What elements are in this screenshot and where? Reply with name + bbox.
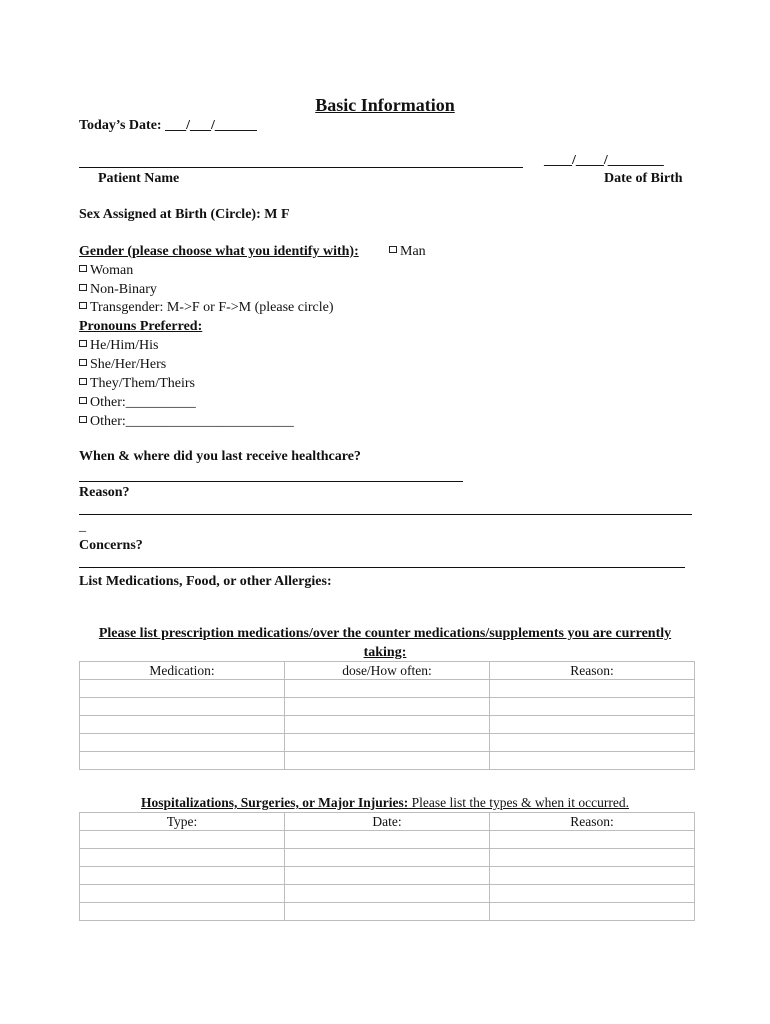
table-cell[interactable]	[80, 752, 285, 770]
table-cell[interactable]	[80, 849, 285, 867]
table-cell[interactable]	[490, 867, 695, 885]
gender-option-label: Transgender: M->F or F->M (please circle)	[90, 300, 334, 315]
table-cell[interactable]	[80, 831, 285, 849]
pronoun-option-label: Other:__________	[90, 395, 196, 410]
table-header-row	[80, 813, 695, 831]
checkbox-icon[interactable]	[79, 359, 87, 366]
column-header: Date:	[285, 813, 490, 831]
column-header: Medication:	[80, 662, 285, 680]
sex-assigned-field[interactable]: Sex Assigned at Birth (Circle): M F	[79, 207, 290, 222]
table-cell[interactable]	[80, 698, 285, 716]
table-row	[80, 831, 695, 849]
hospitalizations-heading	[0, 795, 770, 811]
checkbox-icon[interactable]	[79, 265, 87, 272]
allergies-label: List Medications, Food, or other Allergies:	[79, 574, 332, 589]
hospitalizations-table	[79, 812, 695, 921]
medications-heading: Please list prescription medications/over the counter medications/supplements you are currently	[98, 626, 672, 641]
pronoun-option[interactable]	[79, 414, 294, 430]
medications-table	[79, 661, 695, 770]
column-header: Reason:	[490, 813, 695, 831]
table-cell[interactable]	[80, 680, 285, 698]
checkbox-icon[interactable]	[79, 284, 87, 291]
table-cell[interactable]	[285, 885, 490, 903]
table-cell[interactable]	[80, 885, 285, 903]
table-row	[80, 903, 695, 921]
concerns-label: Concerns?	[79, 538, 143, 553]
table-cell[interactable]	[490, 903, 695, 921]
table-cell[interactable]	[285, 680, 490, 698]
column-header: Reason:	[490, 662, 695, 680]
pronoun-option-label: She/Her/Hers	[90, 357, 167, 372]
table-row	[80, 885, 695, 903]
table-cell[interactable]	[285, 716, 490, 734]
pronoun-option-label: Other:________________________	[90, 414, 294, 429]
table-cell[interactable]	[490, 716, 695, 734]
reason-label: Reason?	[79, 485, 130, 500]
table-row	[80, 752, 695, 770]
table-row	[80, 849, 695, 867]
table-cell[interactable]	[80, 867, 285, 885]
pronoun-option-label: He/Him/His	[90, 338, 159, 353]
checkbox-icon[interactable]	[79, 302, 87, 309]
hospitalizations-heading-bold: Hospitalizations, Surgeries, or Major Injuries:	[140, 795, 409, 810]
concerns-answer-line[interactable]	[79, 567, 685, 568]
table-cell[interactable]	[80, 716, 285, 734]
dob-label: Date of Birth	[604, 171, 683, 186]
pronoun-option[interactable]	[79, 395, 196, 411]
column-header: dose/How often:	[285, 662, 490, 680]
table-header-row	[80, 662, 695, 680]
checkbox-icon[interactable]	[389, 246, 397, 253]
healthcare-question: When & where did you last receive healthcare?	[79, 449, 361, 464]
table-cell[interactable]	[490, 698, 695, 716]
form-title: Basic Information	[315, 95, 455, 115]
checkbox-icon[interactable]	[79, 378, 87, 385]
pronoun-option-label: They/Them/Theirs	[90, 376, 195, 391]
table-row	[80, 716, 695, 734]
gender-option-label: Woman	[90, 263, 134, 278]
table-cell[interactable]	[80, 734, 285, 752]
gender-option-transgender[interactable]	[79, 300, 334, 316]
gender-heading: Gender (please choose what you identify with):	[79, 244, 359, 259]
pronoun-option[interactable]	[79, 376, 195, 392]
table-cell[interactable]	[285, 752, 490, 770]
reason-answer-line[interactable]	[79, 514, 692, 515]
healthcare-answer-line[interactable]	[79, 481, 463, 482]
pronoun-option[interactable]	[79, 338, 158, 354]
todays-date-field[interactable]: Today’s Date: ___/___/______	[79, 118, 257, 133]
checkbox-icon[interactable]	[79, 416, 87, 423]
table-cell[interactable]	[285, 903, 490, 921]
patient-name-line[interactable]	[79, 167, 523, 168]
table-cell[interactable]	[285, 867, 490, 885]
checkbox-icon[interactable]	[79, 340, 87, 347]
table-cell[interactable]	[490, 752, 695, 770]
gender-option-label: Non-Binary	[90, 282, 157, 297]
table-cell[interactable]	[285, 698, 490, 716]
checkbox-icon[interactable]	[79, 397, 87, 404]
hospitalizations-heading-rest: Please list the types & when it occurred.	[408, 795, 630, 810]
medications-heading-cont: taking:	[363, 645, 407, 660]
table-cell[interactable]	[80, 903, 285, 921]
gender-option-woman[interactable]	[79, 263, 133, 279]
table-cell[interactable]	[285, 831, 490, 849]
dob-field[interactable]: ____/____/________	[544, 153, 664, 168]
table-cell[interactable]	[490, 849, 695, 867]
pronouns-heading: Pronouns Preferred:	[79, 319, 203, 334]
patient-name-label: Patient Name	[98, 171, 180, 186]
gender-option-nonbinary[interactable]	[79, 282, 157, 298]
table-cell[interactable]	[490, 885, 695, 903]
table-cell[interactable]	[490, 680, 695, 698]
table-row	[80, 734, 695, 752]
table-cell[interactable]	[490, 831, 695, 849]
column-header: Type:	[80, 813, 285, 831]
table-cell[interactable]	[285, 734, 490, 752]
table-row	[80, 698, 695, 716]
reason-line-wrap: _	[79, 519, 86, 534]
gender-option-man[interactable]	[389, 244, 426, 260]
pronoun-option[interactable]	[79, 357, 166, 373]
table-cell[interactable]	[490, 734, 695, 752]
gender-option-label: Man	[400, 244, 426, 259]
table-cell[interactable]	[285, 849, 490, 867]
table-row	[80, 867, 695, 885]
table-row	[80, 680, 695, 698]
